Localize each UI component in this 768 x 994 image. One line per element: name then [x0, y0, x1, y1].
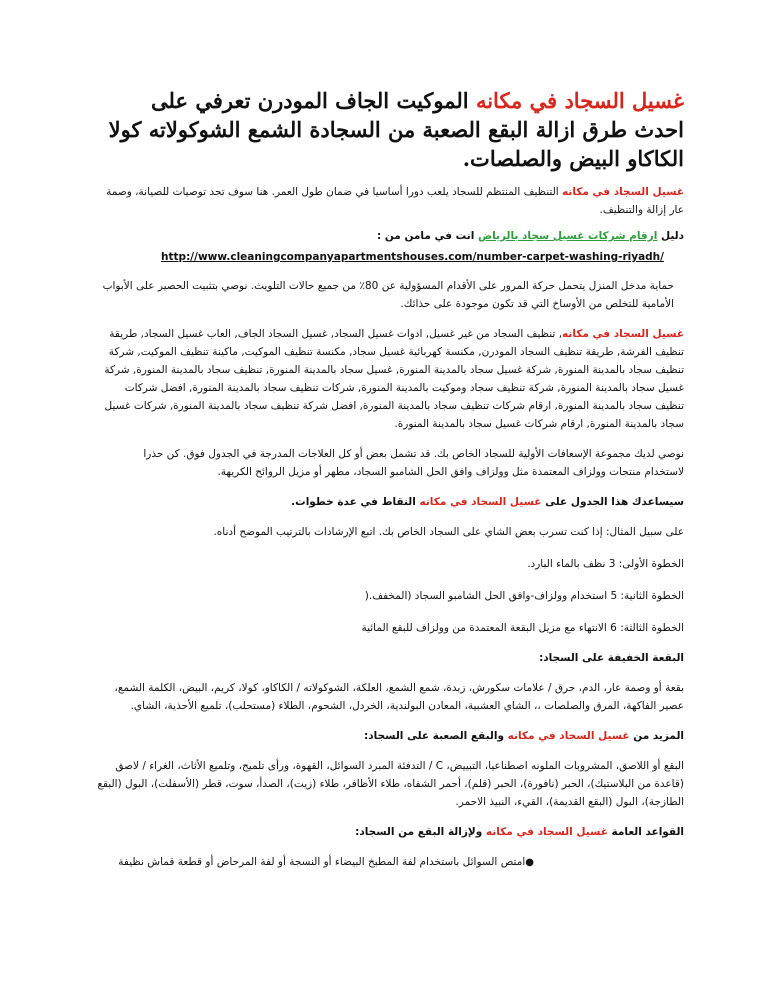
light-stains-list: بقعة أو وصمة عار، الدم، حرق / علامات سكورش، زبدة، شمع الشمع، العلكة، الشوكولاته / الكاكاو، كولا، كريم، البيض، الكلمة الشمع، عصير الفاكهة، المرق والصلصات ،، الشاي العشبية، المعادن البولندية، الخردل، الشحوم، الطلاء (مستحلب)، تلميع الأحذية، الشاي. [114, 682, 684, 712]
keywords-paragraph [96, 325, 684, 433]
page-title [96, 86, 684, 173]
example-paragraph: على سبيل المثال: إذا كنت تسرب بعض الشاي على السجاد الخاص بك. اتبع الإرشادات بالترتيب الموضح أدناه. [213, 526, 684, 538]
step-3: الخطوة الثالثة: 6 الانتهاء مع مزيل البقعة المعتمدة من وولزاف للبقع المائية [361, 622, 684, 634]
intro-highlight: غسيل السجاد في مكانه [562, 186, 684, 198]
title-text: الموكيت الجاف المودرن تعرفي على احدث طرق ازالة البقع الصعبة من السجادة الشمع الشوكولاته كولا الكاكاو البيض والصلصات. [108, 88, 684, 171]
keywords-text: , تنظيف السجاد من غير غسيل, ادوات غسيل السجاد, غسيل السجاد الجاف, العاب غسيل السجاد, طريقة تنظيف الفرشة, طريقة تنظيف السجاد المودرن, مكنسة كهربائية غسيل سجاد, مكنسة تنظيف الموكيت, ماكينة تنظيف الموكيت, شركة تنظيف سجاد بالمدينة المنورة, شركة غسيل سجاد بالمدينة المنورة, غسيل سجاد بالمدينة المنورة, تنظيف سجاد بالمدينة المنورة, شركة غسيل سجاد بالمدينة المنورة, شركة تنظيف سجاد وموكيت بالمدينة المنورة, شركات تنظيف سجاد بالمدينة المنورة, افضل شركات تنظيف سجاد بالمدينة المنورة, ارقام شركات تنظيف سجاد بالمدينة المنورة, افضل شركة تنظيف سجاد بالمدينة المنورة, شركات غسيل سجاد بالمدينة المنورة, ارقام شركات غسيل سجاد بالمدينة المنورة. [104, 328, 684, 430]
guide-prefix: دليل [657, 230, 684, 242]
protection-paragraph: حماية مدخل المنزل يتحمل حركة المرور على الأقدام المسؤولية عن 80٪ من جميع حالات التلويث. نوصي بتثبيت الحصير على الأبواب الأمامية للتخلص من الأوساخ التي قد تكون موجودة على حذائك. [102, 280, 674, 310]
rules-heading [96, 823, 684, 841]
title-highlight: غسيل السجاد في مكانه [475, 88, 684, 113]
help-highlight: غسيل السجاد في مكانه [419, 496, 542, 508]
more-prefix: المزيد من [629, 730, 684, 742]
help-heading [96, 493, 684, 511]
more-stains-heading [96, 727, 684, 745]
step-1: الخطوة الأولى: 3 نظف بالماء البارد. [527, 558, 684, 570]
bullet-item [96, 853, 684, 872]
more-stains-list: البقع أو اللاصق، المشروبات الملونه اصطناعيا، التبييض، C / التدفئة المبرد السوائل، القهوة، ورأى تلميح، وتلميع الأثاث، الغراء / لاصق (قاعدة من البلاستيك)، الحبر (نافورة)، الحبر (قلم)، أحمر الشفاه، طلاء الأظافر، طلاء (زيت)، الصدأ، سوت، قطر (الأسفلت)، البول (البقع الطازجة)، البول (البقع القديمة)، القيء، النبيذ الاحمر. [97, 760, 684, 808]
guide-suffix: انت في مامن من : [377, 230, 478, 242]
rules-highlight: غسيل السجاد في مكانه [485, 826, 608, 838]
bullet-icon: ● [525, 857, 534, 868]
more-highlight: غسيل السجاد في مكانه [507, 730, 630, 742]
help-prefix: سيساعدك هذا الجدول على [541, 496, 684, 508]
document-page [96, 86, 684, 872]
light-stains-heading: البقعة الخفيفة على السجاد: [539, 652, 684, 664]
source-url-link[interactable]: http://www.cleaningcompanyapartmentshouses.com/number-carpet-washing-riyadh/ [161, 251, 664, 263]
more-suffix: والبقع الصعبة على السجاد: [364, 730, 508, 742]
advice-paragraph: نوصي لديك مجموعة الإسعافات الأولية للسجاد الخاص بك. قد تشمل بعض أو كل العلاجات المدرجة في الجدول فوق. كن حذرا لاستخدام منتجات وولزاف المعتمدة مثل وولزاف وافق الحل الشامبو السجاد، مطهر أو مزيل الروائح الكريهة. [143, 448, 684, 478]
intro-text: التنظيف المنتظم للسجاد يلعب دورا أساسيا في ضمان طول العمر. هنا سوف تجد توصيات للصيانة، وصمة عار إزالة والتنظيف. [106, 186, 684, 216]
keywords-highlight: غسيل السجاد في مكانه [562, 328, 684, 340]
guide-line [96, 227, 684, 245]
guide-link[interactable]: ارقام شركات غسيل سجاد بالرياض [477, 230, 658, 242]
rules-prefix: القواعد العامة [607, 826, 684, 838]
bullet-text: امتص السوائل باستخدام لفة المطبخ البيضاء أو النسجة أو لفة المرحاض أو قطعة قماش نظيفة [118, 856, 526, 868]
step-2: الخطوة الثانية: 5 استخدام وولزاف-وافق الحل الشامبو السجاد (المخفف.( [364, 590, 684, 602]
help-suffix: النقاط في عدة خطوات. [291, 496, 420, 508]
rules-suffix: ولإزالة البقع من السجاد: [355, 826, 486, 838]
intro-paragraph [96, 183, 684, 219]
